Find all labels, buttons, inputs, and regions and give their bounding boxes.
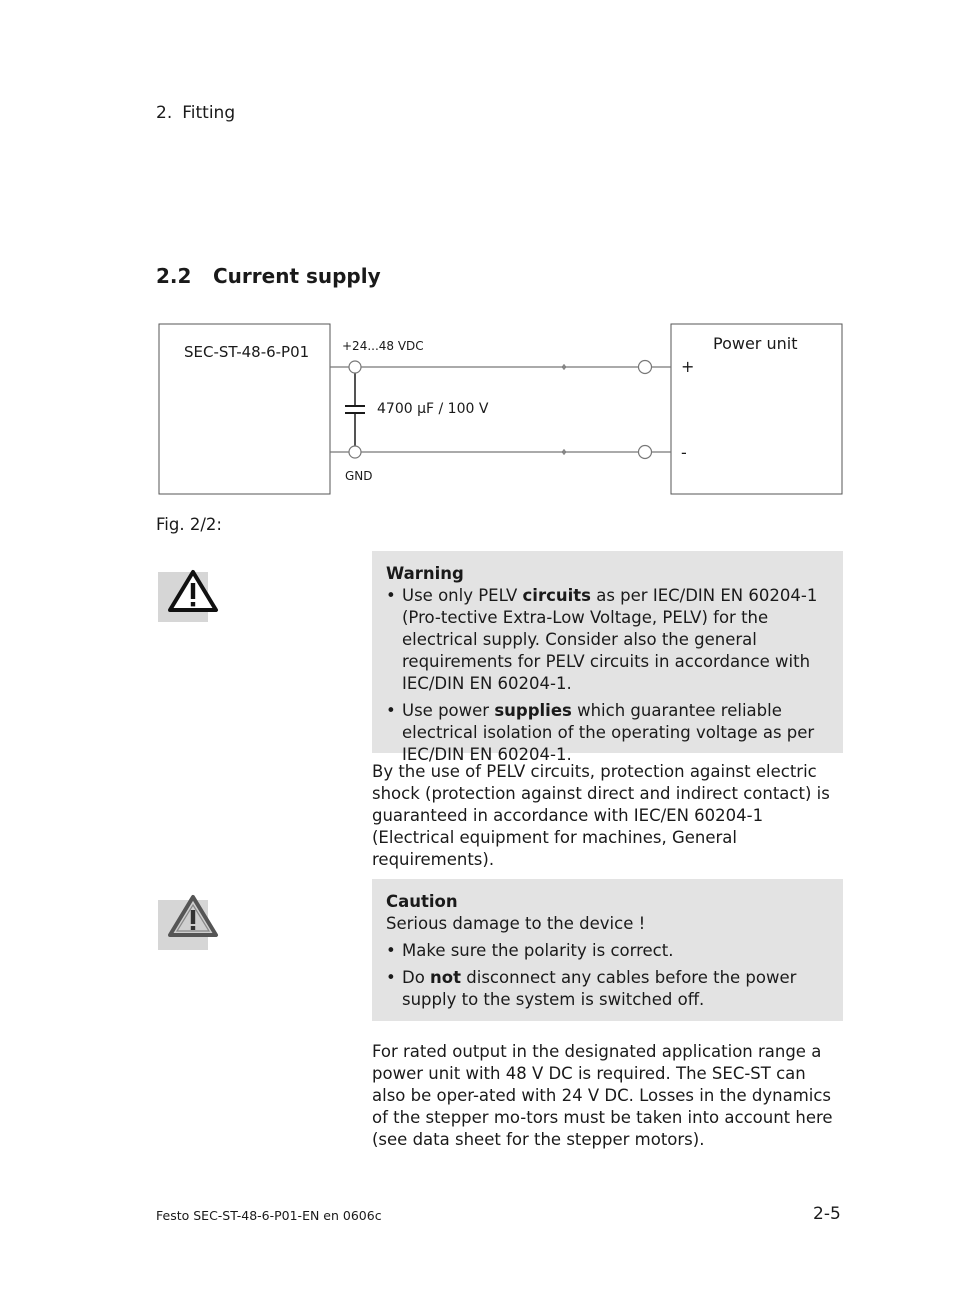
section-heading [156,264,381,288]
warning-icon-block [158,572,210,624]
bullet-icon: • [386,968,396,987]
caution-item: • Make sure the polarity is correct. [386,941,674,960]
positive-terminal [639,361,652,374]
warning-title: Warning [386,564,464,583]
caution-subtitle: Serious damage to the device ! [386,914,646,933]
chapter-title: Fitting [182,103,236,123]
caution-title: Caution [386,892,458,911]
bullet-icon: • [386,586,396,605]
voltage-label: +24...48 VDC [342,339,424,353]
caution-list [386,940,831,1011]
capacitor-node-top [349,361,361,373]
minus-terminal-label: - [681,443,687,462]
section-number: 2.2 [156,264,192,288]
controller-label: SEC-ST-48-6-P01 [184,343,310,361]
caution-box [372,879,843,1021]
caution-icon-block [158,900,210,952]
pelv-paragraph: By the use of PELV circuits, protection against electric shock (protection against direct and indirect contact) is guaranteed in accordance with IEC/EN 60204-1 (Electrical equipment for machines, General requirements). [372,762,830,869]
running-header [156,103,235,123]
figure-caption: Fig. 2/2: [156,515,222,534]
plus-terminal-label: + [681,357,695,376]
rated-output-paragraph: For rated output in the designated application range a power unit with 48 V DC is required. The SEC-ST can also be oper-ated with 24 V DC. Losses in the dynamics of the stepper mo-tors must be taken into account here (see data sheet for the stepper motors). [372,1042,833,1149]
bullet-icon: • [386,941,396,960]
warning-box [372,551,843,764]
warning-item: • Use power supplies which guarantee reliable electrical isolation of the operating voltage as per IEC/DIN EN 60204-1. [386,701,815,764]
chapter-number: 2. [156,103,173,123]
bullet-icon: • [386,701,396,720]
gnd-label: GND [345,469,373,483]
section-title: Current supply [213,264,381,288]
capacitor-node-bottom [349,446,361,458]
footer-document-id: Festo SEC-ST-48-6-P01-EN en 0606c [156,1208,382,1223]
caution-triangle-icon [166,893,220,941]
warning-list [386,585,831,766]
capacitor-label: 4700 µF / 100 V [377,401,489,417]
page-number: 2-5 [813,1204,841,1224]
negative-terminal [639,446,652,459]
power-unit-label: Power unit [713,334,798,353]
wiring-diagram [156,320,846,500]
warning-triangle-icon [166,568,220,616]
warning-item: • Use only PELV circuits as per IEC/DIN EN 60204-1 (Pro-tective Extra-Low Voltage, PELV) for the electrical supply. Consider also the general requirements for PELV circuits in accordance with IEC/DIN EN 60204-1. [386,586,818,693]
caution-item: • Do not disconnect any cables before the power supply to the system is switched off. [386,968,797,1009]
